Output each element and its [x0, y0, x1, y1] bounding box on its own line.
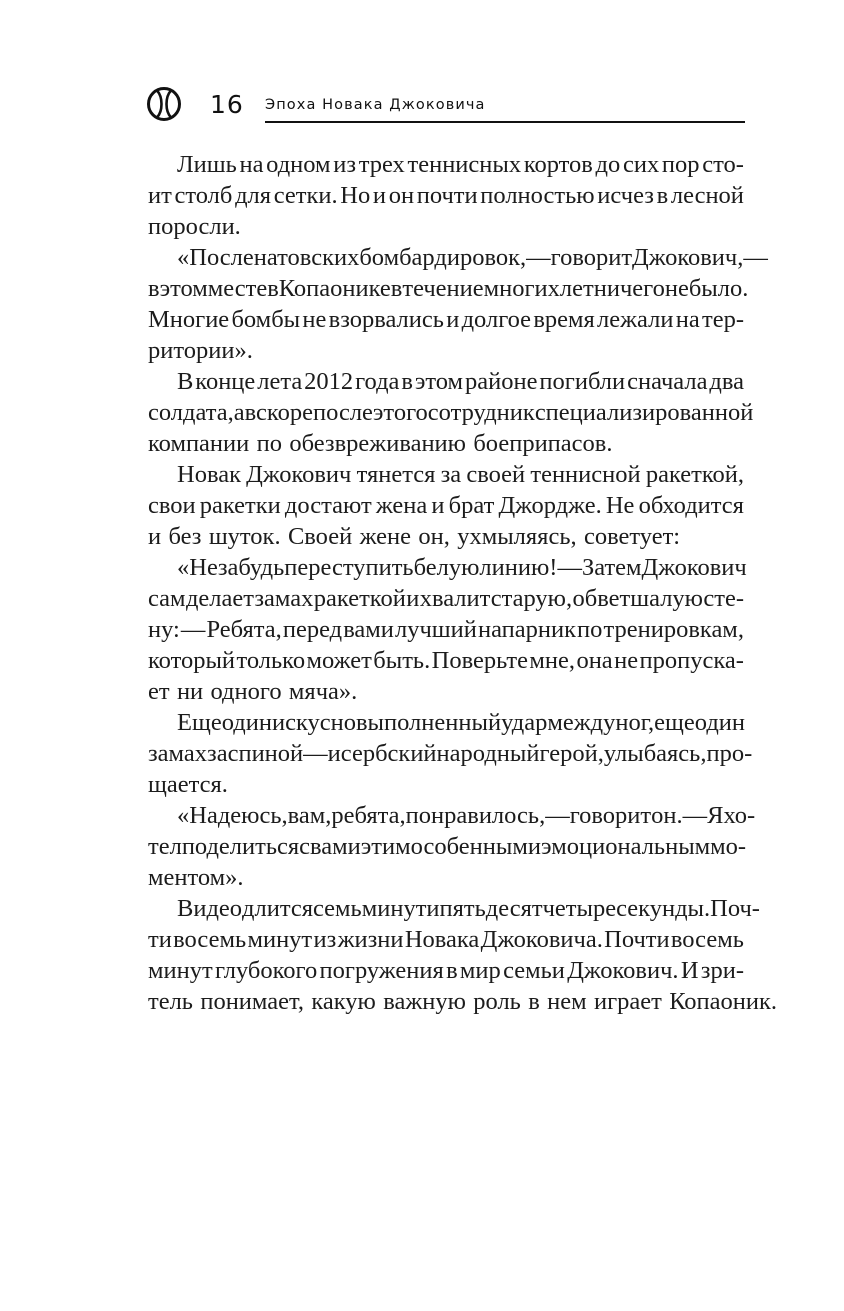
page-header: [146, 84, 744, 124]
text-line: тел поделиться с вами этим особенным и эмоциональным мо-: [148, 833, 747, 860]
text-line: свои ракетки достают жена и брат Джордже. Не обходится: [148, 492, 744, 519]
text-line: минут глубокого погружения в мир семьи Джокович. И зри-: [148, 957, 744, 984]
body-text: [148, 149, 778, 1017]
text-line: «Надеюсь, вам, ребята, понравилось, — говорит он. — Я хо-: [177, 802, 756, 829]
text-line: ритории».: [148, 337, 253, 364]
text-line: ет ни одного мяча».: [148, 678, 358, 705]
text-line: В конце лета 2012 года в этом районе погибли сначала два: [177, 368, 744, 395]
text-line: ну: — Ребята, перед вами лучший напарник по тренировкам,: [148, 616, 744, 643]
text-line: ментом».: [148, 864, 244, 891]
text-line: «После натовских бомбардировок, — говорит Джокович, —: [177, 244, 768, 271]
text-line: ит столб для сетки. Но и он почти полностью исчез в лесной: [148, 182, 744, 209]
text-line: сам делает замах ракеткой и хвалит старую, обветшалую сте-: [148, 585, 744, 612]
text-line: поросли.: [148, 213, 241, 240]
text-line: тель понимает, какую важную роль в нем играет Копаоник.: [148, 988, 778, 1015]
text-line: Лишь на одном из трех теннисных кортов до сих пор сто-: [177, 151, 744, 178]
running-title: Эпоха Новака Джоковича: [265, 97, 486, 113]
page-number: 16: [210, 90, 244, 119]
text-line: Новак Джокович тянется за своей теннисной ракеткой,: [177, 461, 744, 488]
text-line: ти восемь минут из жизни Новака Джоковича. Почти восемь: [148, 926, 744, 953]
text-line: щается.: [148, 771, 228, 798]
text-line: Еще один искусно выполненный удар между ног, еще один: [177, 709, 746, 736]
header-rule: [265, 121, 745, 123]
text-line: «Не забудь переступить белую линию! — Затем Джокович: [177, 554, 747, 581]
tennis-ball-icon: [146, 86, 182, 122]
text-line: и без шуток. Своей жене он, ухмыляясь, советует:: [148, 523, 681, 550]
text-line: солдата, а вскоре после этого сотрудник специализированной: [148, 399, 754, 426]
text-line: Многие бомбы не взорвались и долгое время лежали на тер-: [148, 306, 744, 333]
text-line: в этом месте в Копаонике в течение многих лет ничего не было.: [148, 275, 749, 302]
text-line: который только может быть. Поверьте мне, она не пропуска-: [148, 647, 744, 674]
text-line: компании по обезвреживанию боеприпасов.: [148, 430, 613, 457]
text-line: замах за спиной — и сербский народный герой, улыбаясь, про-: [148, 740, 753, 767]
text-line: Видео длится семь минут и пятьдесят четыре секунды. Поч-: [177, 895, 760, 922]
